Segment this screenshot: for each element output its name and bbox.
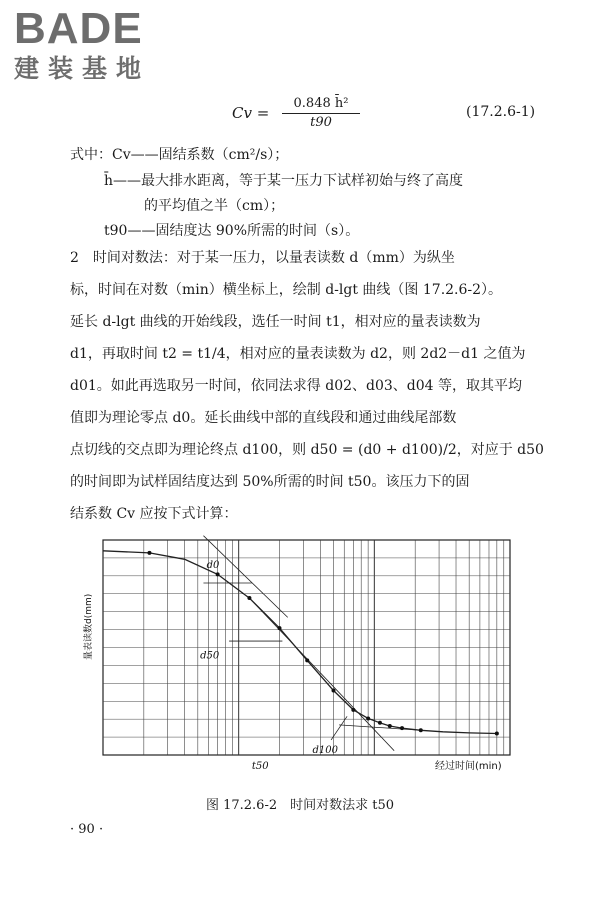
tangent-initial: [203, 536, 287, 618]
paragraph-line: 2 时间对数法：对于某一压力，以量表读数 d（mm）为纵坐: [70, 250, 455, 266]
chart-point: [247, 596, 251, 600]
page-number: · 90 ·: [70, 822, 104, 837]
formula-fraction: [282, 96, 360, 130]
definition-t90: t90——固结度达 90%所需的时间（s）。: [104, 223, 360, 239]
chart-grid: [103, 540, 510, 755]
chart-point: [351, 708, 355, 712]
logo-text: BADE: [14, 4, 143, 53]
chart-xlabel: 经过时间(min): [435, 761, 502, 772]
chart-point: [278, 626, 282, 630]
equation-number: (17.2.6-1): [466, 104, 536, 120]
chart-point: [388, 724, 392, 728]
annotation-d0: d0: [206, 559, 220, 571]
tangent-middle: [249, 598, 394, 751]
paragraph-line: 延长 d-lgt 曲线的开始线段，选任一时间 t1，相对应的量表读数为: [70, 314, 481, 330]
paragraph-line: 的时间即为试样固结度达到 50%所需的时间 t50。该压力下的固: [70, 474, 470, 490]
chart-svg: [80, 535, 530, 775]
definition-cv: 式中：Cv——固结系数（cm²/s）；: [70, 147, 289, 163]
paragraph-line: 结系数 Cv 应按下式计算：: [70, 506, 238, 522]
paragraph-line: 标，时间在对数（min）横坐标上，绘制 d-lgt 曲线（图 17.2.6-2）。: [70, 282, 503, 298]
figure-caption: 图 17.2.6-2 时间对数法求 t50: [205, 798, 395, 813]
logo: [14, 6, 150, 84]
chart-guides: [203, 536, 420, 751]
logo-subtitle: 建装基地: [14, 54, 151, 83]
chart-point: [378, 721, 382, 725]
annotation-t50: t50: [251, 761, 269, 772]
paragraph-line: d01。如此再选取另一时间，依同法求得 d02、d03、d04 等，取其平均: [70, 378, 523, 394]
chart-point: [366, 716, 370, 720]
formula-denominator: t90: [310, 115, 332, 130]
definition-h-line1: h̄——最大排水距离，等于某一压力下试样初始与终了高度: [104, 173, 464, 189]
paragraph-line: d1，再取时间 t2 = t1/4，相对应的量表读数为 d2，则 2d2－d1 之值为: [70, 346, 526, 362]
chart-point: [495, 732, 499, 736]
chart-point: [305, 658, 309, 662]
definition-h-line2: 的平均值之半（cm）；: [144, 198, 285, 214]
chart-point: [147, 551, 151, 555]
chart-point: [419, 728, 423, 732]
paragraph-line: 值即为理论零点 d0。延长曲线中部的直线段和通过曲线尾部数: [70, 410, 457, 426]
chart-markers: [147, 551, 498, 736]
paragraph-time-log-method: [70, 242, 544, 530]
paragraph-line: 点切线的交点即为理论终点 d100，则 d50 = (d0 + d100)/2，对应于 d50: [70, 442, 544, 458]
chart-point: [216, 572, 220, 576]
chart-curve: [103, 551, 497, 734]
formula-cv: [0, 96, 600, 136]
chart-ylabel: 量表读数d(mm): [84, 593, 94, 660]
annotation-d100: d100: [312, 744, 338, 756]
chart-time-log: [80, 535, 530, 775]
chart-point: [400, 726, 404, 730]
formula-numerator: 0.848 h̄²: [282, 96, 360, 114]
chart-point: [331, 689, 335, 693]
formula-lhs: Cv =: [232, 104, 270, 122]
annotation-d50: d50: [200, 650, 220, 662]
